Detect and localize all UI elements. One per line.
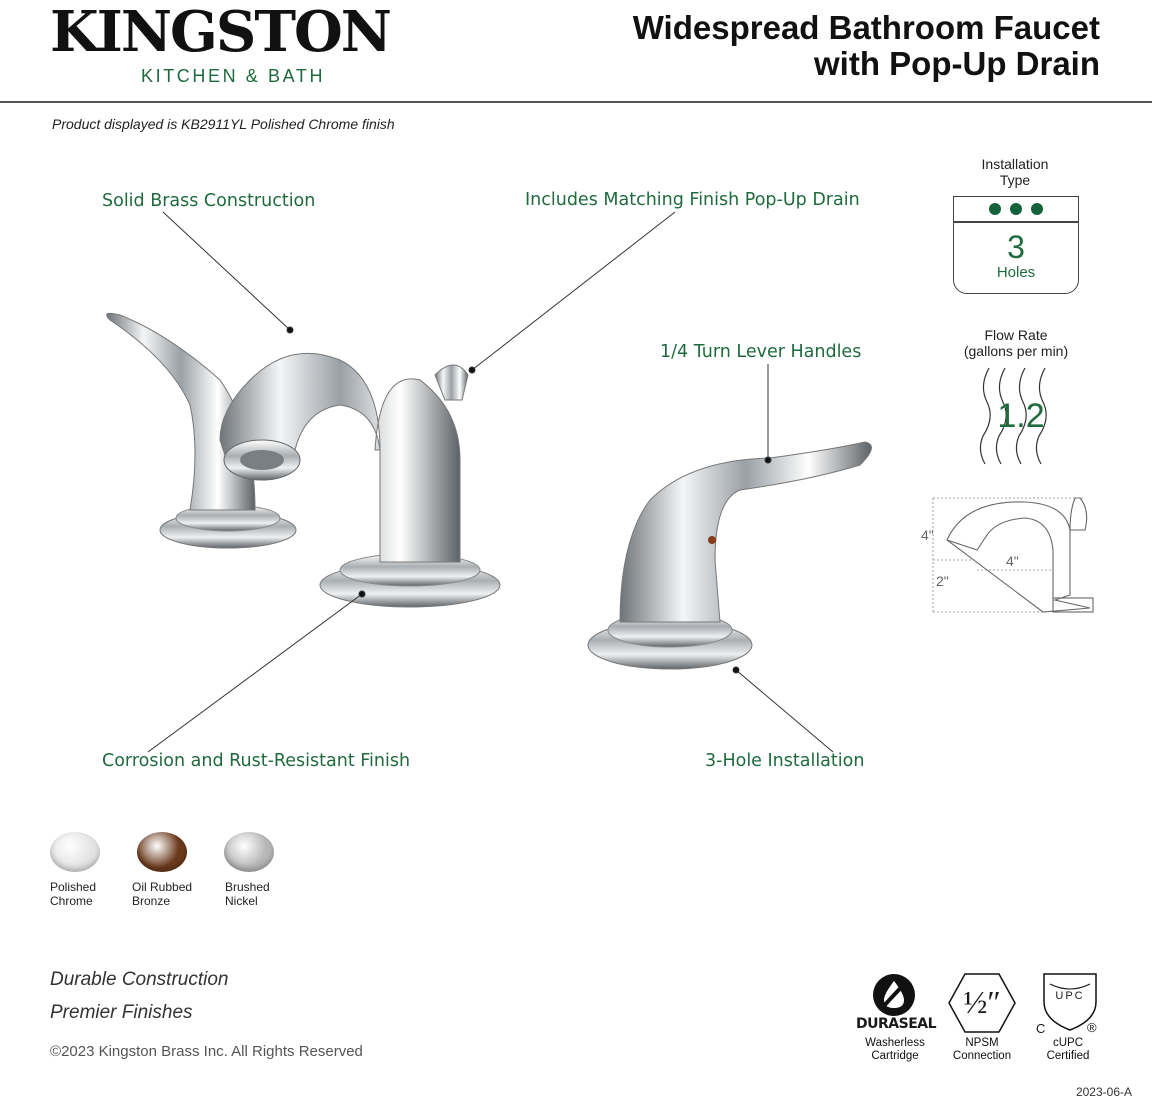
finish-label-line1: Oil Rubbed [132,880,193,894]
holes-box-divider [953,221,1079,223]
finish-label-brushed-nickel [225,880,270,908]
installation-type-label [955,156,1075,188]
leader-dot-finish [359,591,365,597]
holes-count: 3 [1007,229,1025,265]
leader-installation [736,670,833,752]
upc-caption-line1: cUPC [1052,1037,1084,1049]
finish-label-line2: Nickel [225,894,258,908]
finish-swatch-brushed-nickel[interactable] [224,832,274,872]
displayed-product-note: Product displayed is KB2911YL Polished Chrome finish [52,116,395,132]
duraseal-icon [864,972,926,1018]
leader-dot-pop-up-drain [469,367,475,373]
leader-solid-brass [163,212,290,330]
finish-swatch-oil-rubbed-bronze[interactable] [137,832,187,872]
finish-label-polished-chrome [50,880,96,908]
callout-lever-handles: 1/4 Turn Lever Handles [660,342,862,362]
leader-pop-up-drain [472,212,675,370]
npsm-caption-line1: NPSM [965,1037,999,1049]
product-title-line1: Widespread Bathroom Faucet [632,9,1100,46]
dimension-height: 4" [921,527,934,543]
tagline-durable: Durable Construction [50,969,229,990]
leader-dot-lever-handles [765,457,771,463]
brand-logo: KINGSTON [50,0,390,65]
finish-label-line2: Bronze [132,894,171,908]
leader-dot-solid-brass [287,327,293,333]
installation-label-line1: Installation [981,156,1049,172]
upc-logo-text: UPC [1055,990,1085,1002]
upc-caption [1030,1037,1106,1063]
product-title-line2: with Pop-Up Drain [814,45,1100,82]
npsm-caption [940,1037,1024,1063]
brand-subtitle: KITCHEN & BATH [141,66,326,86]
callout-installation: 3-Hole Installation [705,751,865,771]
dimension-reach: 4" [1006,553,1019,569]
flow-label-line1: Flow Rate [984,327,1048,343]
hole-dot-3 [1031,203,1043,215]
callout-solid-brass: Solid Brass Construction [102,191,316,211]
finish-swatch-polished-chrome[interactable] [50,832,100,872]
hole-dot-1 [989,203,1001,215]
flow-rate-value: 1.2 [997,397,1045,435]
copyright-icon: © [50,1043,62,1060]
document-code: 2023-06-A [1075,1085,1132,1099]
copyright-text: 2023 Kingston Brass Inc. All Rights Reserved [61,1043,363,1060]
callout-finish: Corrosion and Rust-Resistant Finish [102,751,411,771]
flow-label-line2: (gallons per min) [963,343,1069,359]
upc-c-mark: C [1036,1021,1046,1036]
upc-registered-mark: ® [1087,1020,1097,1035]
finish-label-oil-rubbed-bronze [132,880,192,908]
duraseal-caption-line1: Washerless [865,1037,925,1049]
holes-word: Holes [996,264,1036,281]
duraseal-logo-text: DURASEAL [856,1016,937,1032]
flow-rate-label [947,327,1085,359]
finish-label-line2: Chrome [50,894,93,908]
finish-label-line1: Brushed [225,880,270,894]
npsm-caption-line2: Connection [952,1050,1012,1062]
installation-label-line2: Type [999,172,1031,188]
dimension-clearance: 2" [936,573,949,589]
callout-pop-up-drain: Includes Matching Finish Pop-Up Drain [525,190,860,210]
copyright [50,1043,363,1060]
duraseal-caption [856,1037,934,1063]
hole-dot-2 [1010,203,1022,215]
leader-dot-installation [733,667,739,673]
finish-label-line1: Polished [50,880,97,894]
tagline-finishes: Premier Finishes [50,1002,193,1023]
upc-caption-line2: Certified [1046,1050,1090,1062]
npsm-logo-text: ½″ [963,984,1001,1020]
duraseal-caption-line2: Cartridge [871,1050,919,1062]
leader-finish [148,594,362,752]
